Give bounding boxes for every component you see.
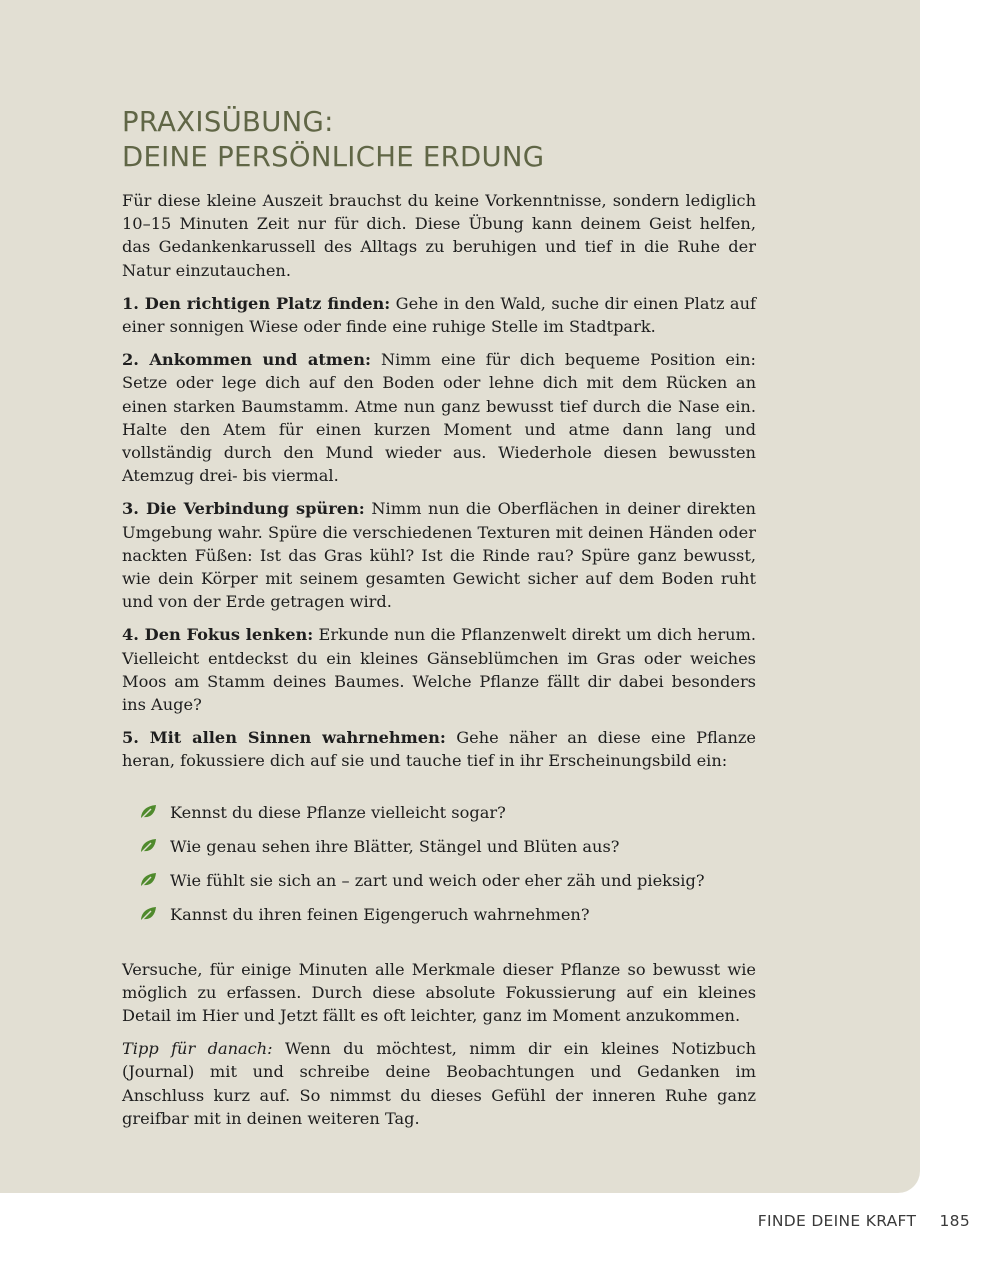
step-5-text: Gehe näher an diese eine Pflanze heran, fokussiere dich auf sie und tauche tief in ihr Erscheinungsbild ein: (122, 728, 756, 771)
bullet-text: Kennst du diese Pflanze vielleicht sogar? (170, 802, 506, 822)
closing-paragraph: Versuche, für einige Minuten alle Merkmale dieser Pflanze so bewusst wie möglich zu erfassen. Durch diese absolute Fokussierung auf ein kleines Detail im Hier und Jetzt fällt es oft leichter, ganz im Moment anzukommen. (122, 959, 756, 1026)
tip-label: Tipp für danach: (122, 1039, 273, 1059)
step-5 (122, 726, 756, 772)
bullet-item (122, 903, 756, 926)
step-4 (122, 623, 756, 716)
step-4-text: Erkunde nun die Pflanzenwelt direkt um dich herum. Vielleicht entdeckst du ein kleines Gänseblümchen im Gras oder weiches Moos am Stamm deines Baumes. Welche Pflanze fällt dir dabei besonders ins Auge? (122, 625, 757, 715)
page-footer (758, 1212, 970, 1230)
tip-text: Wenn du möchtest, nimm dir ein kleines Notizbuch (Journal) mit und schreibe deine Beobachtungen und Gedanken im Anschluss kurz auf. So nimmst du dieses Gefühl der inneren Ruhe ganz greifbar mit in deinen weiteren Tag. (122, 1039, 756, 1128)
step-3-label: 3. Die Verbindung spüren: (122, 499, 365, 519)
title-line-1: PRAXISÜBUNG: (122, 106, 334, 138)
tip-paragraph (122, 1037, 756, 1130)
bullet-item (122, 869, 756, 892)
page-number: 185 (939, 1212, 970, 1230)
intro-paragraph: Für diese kleine Auszeit brauchst du keine Vorkenntnisse, sondern lediglich 10–15 Minuten Zeit nur für dich. Diese Übung kann deinem Geist helfen, das Gedankenkarussell des Alltags zu beruhigen und tief in die Ruhe der Natur einzutauchen. (122, 191, 756, 280)
step-1-label: 1. Den richtigen Platz finden: (122, 293, 391, 313)
step-2 (122, 348, 756, 487)
leaf-icon (138, 803, 158, 821)
footer-section-title: FINDE DEINE KRAFT (757, 1212, 917, 1230)
leaf-icon (138, 905, 158, 923)
leaf-icon (138, 837, 158, 855)
step-3-text: Nimm nun die Oberflächen in deiner direkten Umgebung wahr. Spüre die verschiedenen Texturen mit deinen Händen oder nackten Füßen: Ist das Gras kühl? Ist die Rinde rau? Spüre ganz bewusst, wie dein Körper mit seinem gesamten Gewicht sicher auf dem Boden ruht und von der Erde getragen wird. (122, 499, 756, 612)
bullet-text: Kannst du ihren feinen Eigengeruch wahrnehmen? (170, 904, 590, 924)
bullet-list (122, 801, 756, 926)
step-2-label: 2. Ankommen und atmen: (122, 350, 371, 370)
step-3 (122, 497, 756, 613)
bullet-text: Wie fühlt sie sich an – zart und weich oder eher zäh und pieksig? (170, 870, 705, 890)
leaf-icon (138, 871, 158, 889)
step-5-label: 5. Mit allen Sinnen wahrnehmen: (122, 728, 446, 748)
bullet-item (122, 835, 756, 858)
title-line-2: DEINE PERSÖNLICHE ERDUNG (122, 141, 545, 173)
page-title (122, 105, 756, 175)
step-1 (122, 292, 756, 338)
article (122, 105, 756, 1140)
step-4-label: 4. Den Fokus lenken: (122, 625, 314, 645)
bullet-text: Wie genau sehen ihre Blätter, Stängel und Blüten aus? (170, 836, 620, 856)
step-1-text: Gehe in den Wald, suche dir einen Platz auf einer sonnigen Wiese oder finde eine ruhige Stelle im Stadtpark. (122, 293, 756, 337)
step-2-text: Nimm eine für dich bequeme Position ein: Setze oder lege dich auf den Boden oder lehne dich mit dem Rücken an einen starken Baumstamm. Atme nun ganz bewusst tief durch die Nase ein. Halte den Atem für einen kurzen Moment und atme dann lang und vollständig durch den Mund wieder aus. Wiederhole diesen bewussten Atemzug drei- bis viermal. (122, 350, 756, 486)
bullet-item (122, 801, 756, 824)
